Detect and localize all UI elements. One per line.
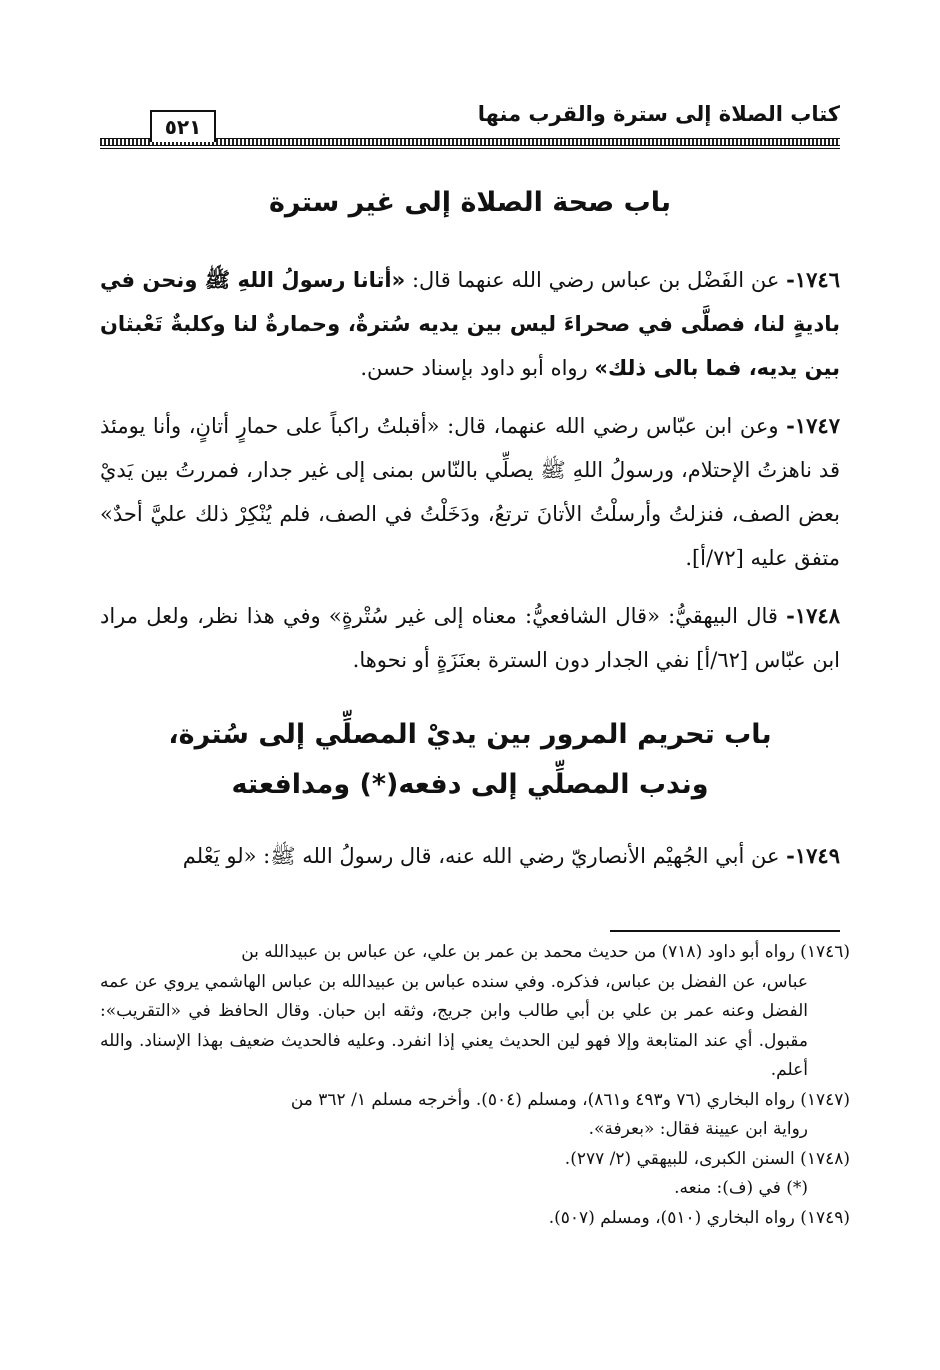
footnotes xyxy=(100,938,850,1233)
main-text xyxy=(100,172,840,892)
footnote-1747-continued: رواية ابن عيينة فقال: «بعرفة». xyxy=(588,1119,808,1139)
hadith-number: ١٧٤٨- xyxy=(786,603,840,628)
hadith-grading: رواه أبو داود بإسناد حسن. xyxy=(360,356,595,380)
hadith-intro: عن الفَضْل بن عباس رضي الله عنهما قال: xyxy=(405,268,787,292)
header-rule-thin xyxy=(100,148,840,149)
running-title: كتاب الصلاة إلى سترة والقرب منها xyxy=(477,102,840,126)
hadith-1748 xyxy=(100,594,840,682)
hadith-text: «أقبلتُ راكباً على حمارٍ أتانٍ، وأنا يومئذ قد ناهزتُ الإحتلام، ورسولُ اللهِ ﷺ يصلِّي بالنّاس بمنى إلى غير جدار، فمررتُ بين يَديْ بعض الصف، فنزلتُ وأرسلْتُ الأتانَ ترتعُ، ودَخَلْتُ في الصف، فلم يُنْكِرْ ذلك عليَّ أحدٌ» متفق عليه [٧٢/أ]. xyxy=(100,414,840,570)
footnote-1747: (١٧٤٧) رواه البخاري (٧٦ و٤٩٣ و٨٦١)، ومسلم (٥٠٤). وأخرجه مسلم ١/ ٣٦٢ من xyxy=(290,1089,850,1110)
chapter-heading: باب صحة الصلاة إلى غير سترة xyxy=(268,187,672,218)
footnote-1749: (١٧٤٩) رواه البخاري (٥١٠)، ومسلم (٥٠٧). xyxy=(548,1207,850,1228)
chapter-heading xyxy=(100,710,840,810)
hadith-number: ١٧٤٧- xyxy=(786,413,840,438)
footnote-star: (*) في (ف): منعه. xyxy=(674,1178,808,1198)
hadith-1746 xyxy=(100,258,840,390)
footnote-1748: (١٧٤٨) السنن الكبرى، للبيهقي (٢/ ٢٧٧). xyxy=(564,1148,850,1169)
chapter-heading-line-1: باب تحريم المرور بين يديْ المصلِّي إلى سُترة، xyxy=(168,719,772,750)
running-header xyxy=(100,100,840,152)
chapter-heading-line-2: وندب المصلِّي إلى دفعه(*) ومدافعته xyxy=(231,769,709,800)
footnote-1746 xyxy=(100,938,850,968)
footnote-1746-continued: عباس، عن الفضل بن عباس، فذكره. وفي سنده عباس بن عبيدالله بن عباس الهاشمي يروي عن عمه الفضل وعنه عمر بن علي بن أبي طالب وابن جريج، وثقه ابن حبان. وقال الحافظ في «التقريب»: مقبول. أي عند المتابعة وإلا فهو لين الحديث يعني إذا انفرد. وعليه فالحديث ضعيف بهذا الإسناد. والله أعلم. xyxy=(100,971,808,1080)
hadith-1747 xyxy=(100,404,840,580)
hadith-1749 xyxy=(100,834,840,878)
footnote-separator xyxy=(610,930,840,932)
hadith-number: ١٧٤٩- xyxy=(786,843,840,868)
hadith-intro: وعن ابن عبّاس رضي الله عنهما، قال: xyxy=(439,414,787,438)
page-number: ٥٢١ xyxy=(150,110,216,142)
hadith-number: ١٧٤٦- xyxy=(786,267,840,292)
hadith-text: قال البيهقيُّ: «قال الشافعيُّ: معناه إلى غير سُتْرةٍ» وفي هذا نظر، ولعل مراد ابن عبّاس [٦٢/أ] نفي الجدار دون السترة بعنَزَةٍ أو نحوها. xyxy=(100,604,840,672)
hadith-quote: «أتانا رسولُ اللهِ ﷺ ونحن في باديةٍ لنا، فصلَّى في صحراءَ ليس بين يديه سُترةٌ، وحمارةٌ لنا وكلبةٌ تَعْبثان بين يديه، فما بالى ذلك» xyxy=(100,268,840,380)
hadith-text: عن أبي الجُهيْم الأنصاريّ رضي الله عنه، قال رسولُ الله ﷺ: «لو يَعْلم xyxy=(182,844,787,868)
footnote-1746-first-line: (١٧٤٦) رواه أبو داود (٧١٨) من حديث محمد بن عمر بن علي، عن عباس بن عبيدالله بن xyxy=(241,942,850,962)
